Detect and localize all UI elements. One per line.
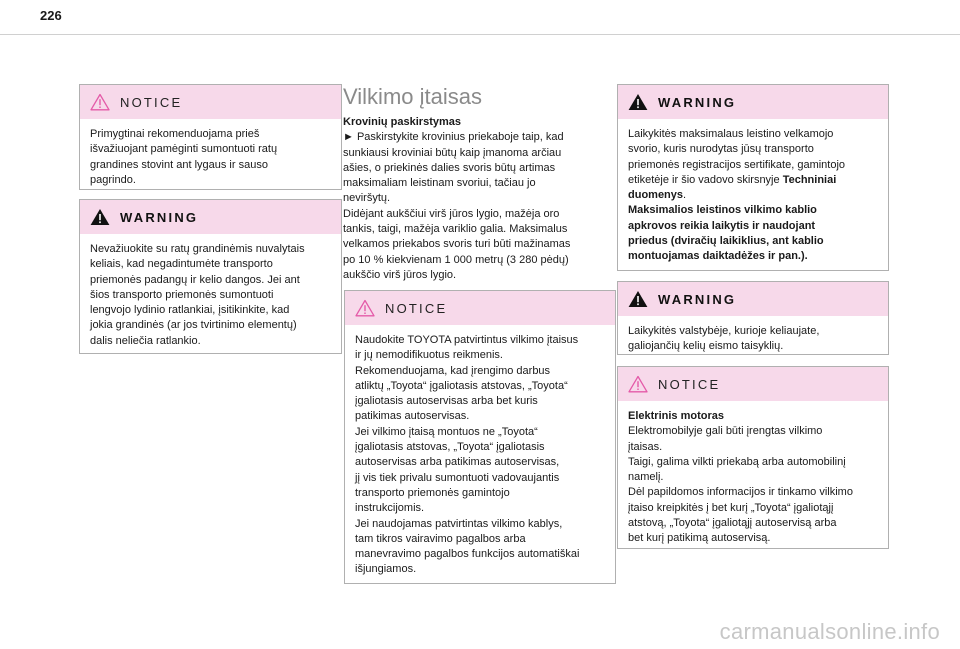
text-line: atliktų „Toyota“ įgaliotasis atstovas, „Toyota“ bbox=[355, 379, 568, 392]
text-line: pagrindo. bbox=[90, 173, 136, 186]
text-line: transporto priemonės gamintojo bbox=[355, 486, 510, 499]
subheading: Krovinių paskirstymas bbox=[343, 116, 461, 128]
warning-body bbox=[80, 234, 341, 357]
watermark: carmanualsonline.info bbox=[719, 619, 940, 644]
warning-triangle-icon bbox=[628, 290, 648, 308]
text-line: apkrovos reikia laikytis ir naudojant bbox=[628, 219, 816, 232]
text-line: išvažiuojant pamėginti sumontuoti ratų bbox=[90, 143, 278, 156]
notice-body bbox=[345, 325, 615, 586]
text-line: įtaisas. bbox=[628, 440, 663, 453]
text-line: Laikykitės valstybėje, kurioje keliaujate, bbox=[628, 325, 820, 337]
text-line: jokia grandinės (ar jos tvirtinimo elementų) bbox=[90, 319, 297, 332]
text-line bbox=[628, 173, 878, 188]
left-warning-box bbox=[79, 199, 342, 354]
text-line: tankis, taigi, mažėja variklio galia. Maksimalus bbox=[343, 223, 568, 236]
text-line: Maksimalios leistinos vilkimo kablio bbox=[628, 204, 817, 217]
bold-fragment: duomenys bbox=[628, 189, 684, 202]
text-line: Dėl papildomos informacijos ir tinkamo vilkimo bbox=[628, 486, 853, 499]
text-line: ► Paskirstykite krovinius priekaboje taip, kad bbox=[343, 131, 564, 144]
section-text bbox=[343, 115, 613, 283]
text-line: aukščio virš jūros lygio. bbox=[343, 268, 457, 281]
text-line: bet kurį patikimą autoservisą. bbox=[628, 532, 771, 545]
text-line: autoservisas arba patikimas autoservisas, bbox=[355, 456, 560, 469]
text-line: ir jų nemodifikuotus reikmenis. bbox=[355, 349, 503, 362]
notice-header bbox=[80, 85, 341, 119]
text-line: keliais, kad negadintumėte transporto bbox=[90, 258, 273, 271]
text-fragment: . bbox=[683, 189, 687, 202]
warning-body bbox=[618, 119, 888, 273]
notice-body bbox=[80, 119, 341, 196]
text-line: įtaiso kreipkitės į bet kurį „Toyota“ įgaliotąjį bbox=[628, 501, 834, 514]
warning-title: WARNING bbox=[120, 209, 199, 225]
text-line: Elektromobilyje gali būti įrengtas vilkimo bbox=[628, 425, 823, 438]
text-line: instrukcijomis. bbox=[355, 502, 425, 515]
warning-header bbox=[618, 85, 888, 119]
text-line: manevravimo pagalbos funkcijos automatiškai bbox=[355, 548, 580, 561]
text-line: Taigi, galima vilkti priekabą arba automobilinį bbox=[628, 455, 846, 468]
text-line: Nevažiuokite su ratų grandinėmis nuvalytais bbox=[90, 243, 305, 255]
text-line: Laikykitės maksimalaus leistino velkamojo bbox=[628, 128, 834, 140]
right-notice-box bbox=[617, 366, 889, 549]
text-line: išjungiamos. bbox=[355, 563, 417, 576]
text-line: įgaliotasis autoservisas arba bet kuris bbox=[355, 395, 538, 408]
text-line: montuojamas daiktadėžes ir pan.). bbox=[628, 250, 808, 263]
notice-title: NOTICE bbox=[120, 94, 183, 110]
text-line: įgaliotasis atstovas, „Toyota“ įgaliotasis bbox=[355, 441, 545, 454]
left-notice-box bbox=[79, 84, 342, 190]
subheading: Elektrinis motoras bbox=[628, 410, 724, 422]
text-line: po 10 % kiekvienam 1 000 metrų (3 280 pėdų) bbox=[343, 253, 569, 266]
middle-notice-box bbox=[344, 290, 616, 584]
warning-triangle-icon bbox=[90, 208, 110, 226]
notice-header bbox=[618, 367, 888, 401]
text-line: dalis neliečia ratlankio. bbox=[90, 334, 201, 347]
text-line: grandines stovint ant lygaus ir sauso bbox=[90, 158, 268, 171]
text-line: šios transporto priemonės sumontuoti bbox=[90, 288, 274, 301]
warning-title: WARNING bbox=[658, 291, 737, 307]
text-line: maksimaliam leistinam svoriui, tačiau jo bbox=[343, 177, 536, 190]
notice-triangle-icon bbox=[628, 375, 648, 393]
notice-header bbox=[345, 291, 615, 325]
warning-triangle-icon bbox=[628, 93, 648, 111]
text-line: priedus (dviračių laikiklius, ant kablio bbox=[628, 235, 824, 248]
bold-fragment: Techniniai bbox=[782, 173, 837, 186]
text-line: tam tikros vairavimo pagalbos arba bbox=[355, 532, 526, 545]
text-line: Jei vilkimo įtaisą montuos ne „Toyota“ bbox=[355, 425, 538, 438]
right-warning-box-2 bbox=[617, 281, 889, 355]
notice-triangle-icon bbox=[355, 299, 375, 317]
text-line: Jei naudojamas patvirtintas vilkimo kablys, bbox=[355, 517, 563, 530]
text-line: ašies, o priekinės dalies svoris būtų artimas bbox=[343, 161, 556, 174]
text-line: priemonės padangų ir kelio dangos. Jei ant bbox=[90, 273, 300, 286]
top-divider bbox=[0, 34, 960, 35]
text-fragment: etiketėje ir šio vadovo skirsnyje bbox=[628, 173, 780, 186]
warning-body bbox=[618, 316, 888, 363]
text-line bbox=[628, 188, 878, 203]
notice-title: NOTICE bbox=[658, 376, 721, 392]
page-number: 226 bbox=[40, 8, 62, 23]
text-line: priemonės registracijos sertifikate, gamintojo bbox=[628, 158, 846, 171]
text-line: lengvojo lydinio ratlankiai, įsitikinkite, kad bbox=[90, 304, 290, 317]
notice-body bbox=[618, 401, 888, 555]
text-line: patikimas autoservisas. bbox=[355, 410, 470, 423]
text-line: Naudokite TOYOTA patvirtintus vilkimo įtaisus bbox=[355, 334, 579, 346]
text-line: atstovą, „Toyota“ įgaliotąjį autoservisą arba bbox=[628, 517, 837, 530]
text-line: neviršytų. bbox=[343, 192, 391, 205]
warning-title: WARNING bbox=[658, 94, 737, 110]
section-title: Vilkimo įtaisas bbox=[343, 84, 482, 109]
warning-header bbox=[80, 200, 341, 234]
text-line: jį vis tiek privalu sumontuoti vadovaujantis bbox=[355, 471, 560, 484]
text-line: svorio, kuris nurodytas jūsų transporto bbox=[628, 143, 814, 156]
text-line: namelį. bbox=[628, 471, 664, 484]
text-line: velkamos priekabos svoris turi būti mažinamas bbox=[343, 238, 571, 251]
notice-title: NOTICE bbox=[385, 300, 448, 316]
text-line: Rekomenduojama, kad įrengimo darbus bbox=[355, 364, 551, 377]
notice-triangle-icon bbox=[90, 93, 110, 111]
text-line: galiojančių kelių eismo taisyklių. bbox=[628, 340, 784, 353]
warning-header bbox=[618, 282, 888, 316]
text-line: Primygtinai rekomenduojama prieš bbox=[90, 128, 260, 140]
right-warning-box-1 bbox=[617, 84, 889, 271]
text-line: sunkiausi kroviniai būtų kaip įmanoma arčiau bbox=[343, 146, 562, 159]
text-line: Didėjant aukščiui virš jūros lygio, mažėja oro bbox=[343, 207, 560, 220]
